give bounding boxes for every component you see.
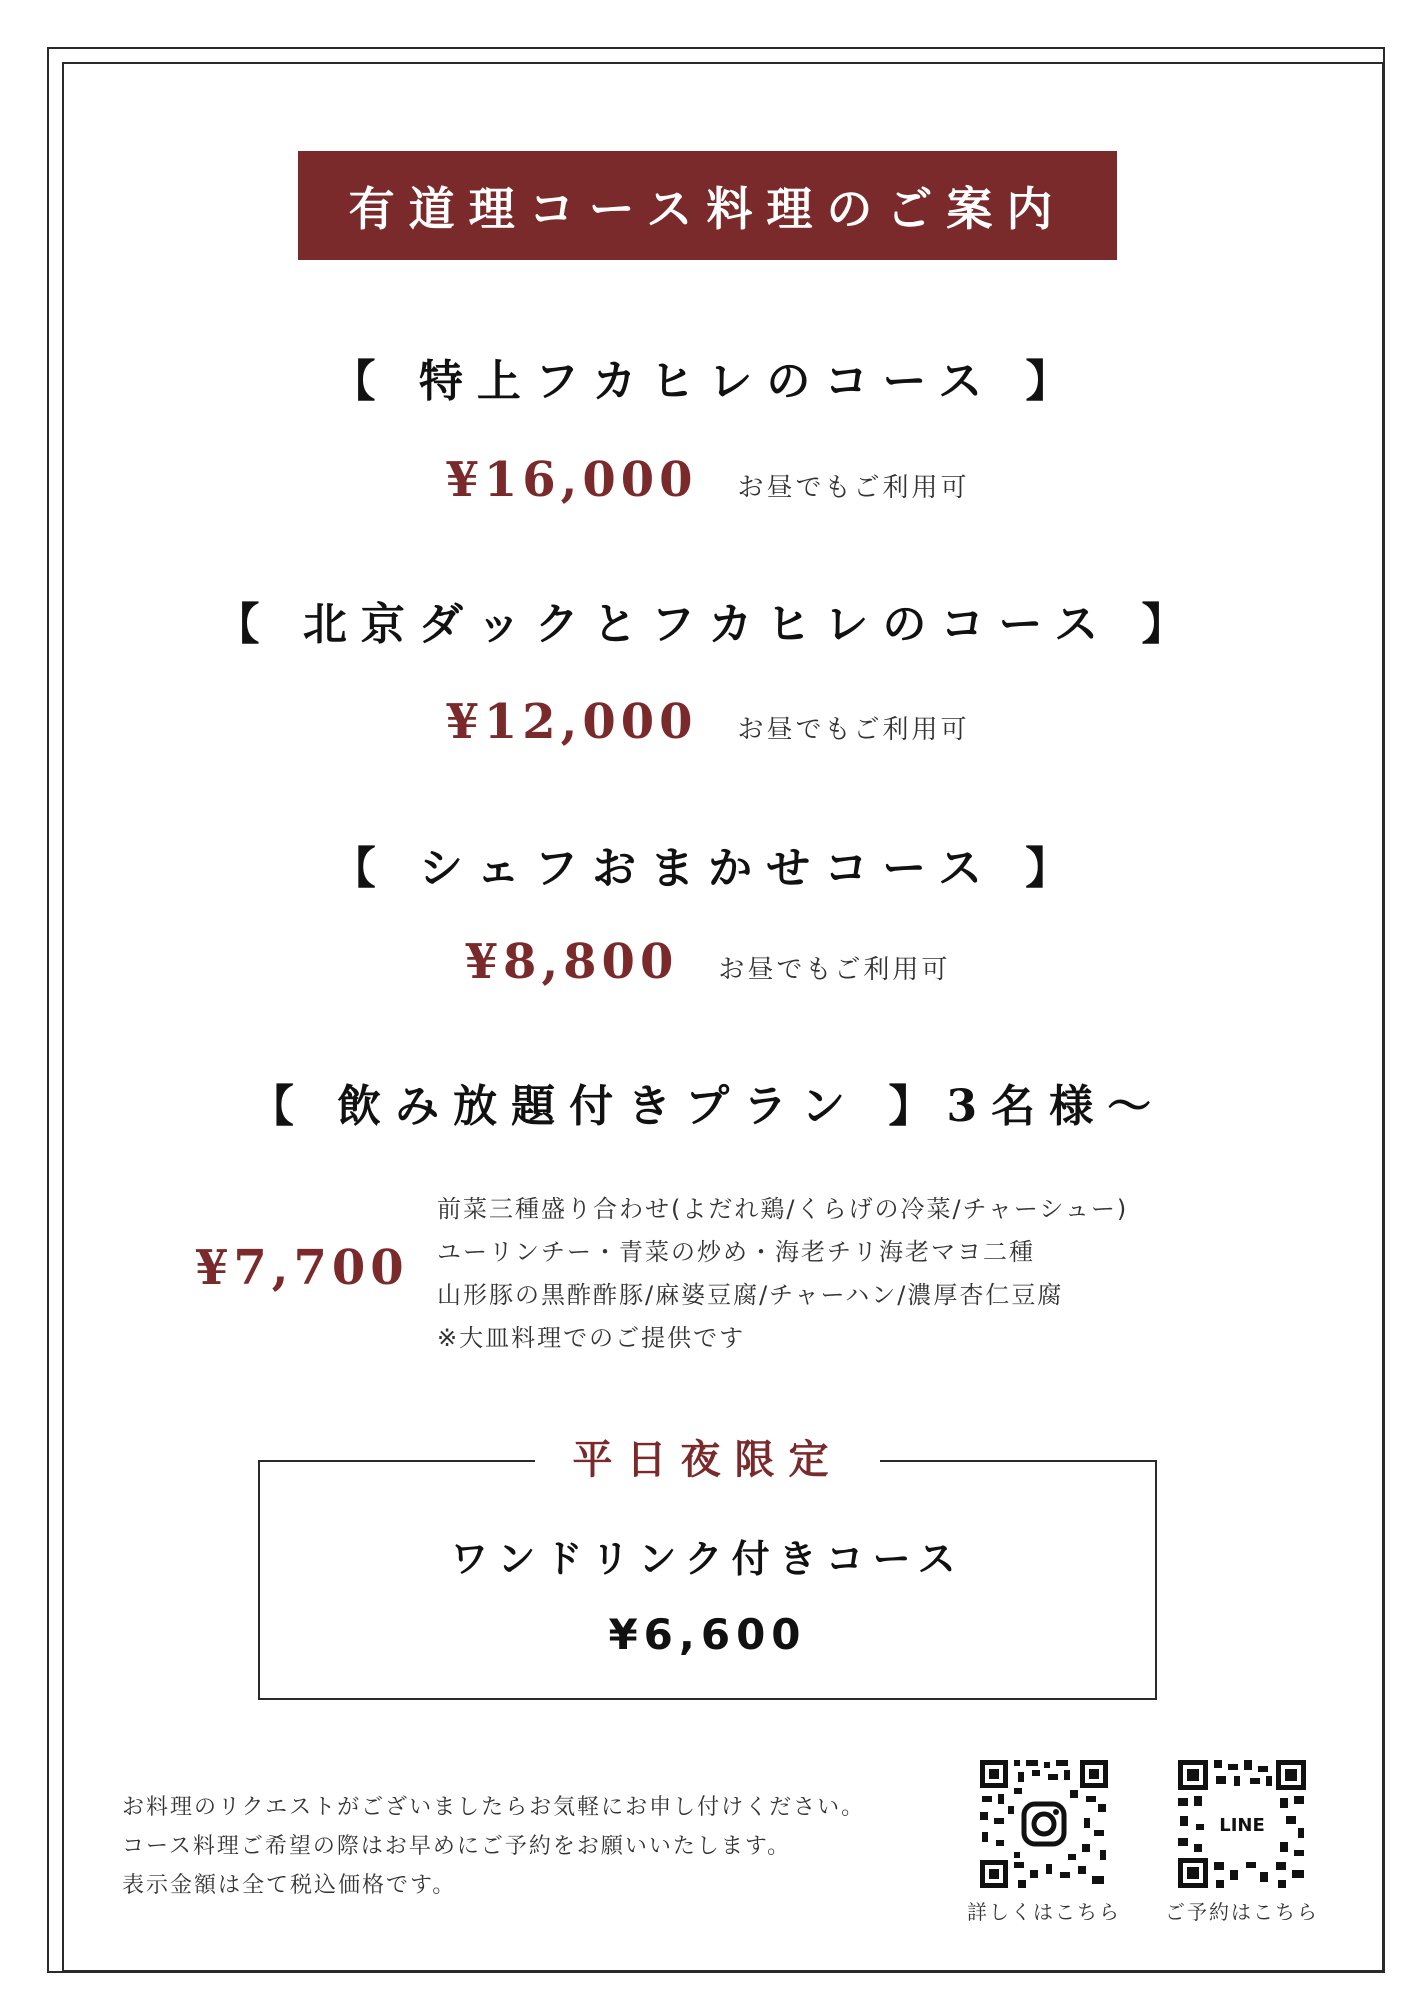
plan-menu-line: 山形豚の黒酢酢豚/麻婆豆腐/チャーハン/濃厚杏仁豆腐 <box>437 1281 1064 1309</box>
course-price-2: ¥12,000 <box>445 694 698 750</box>
course-name-3: 【 シェフおまかせコース 】 <box>331 843 1084 894</box>
course-note-1: お昼でもご利用可 <box>737 473 970 503</box>
course-note-2: お昼でもご利用可 <box>737 715 970 745</box>
line-qr-code[interactable] <box>1176 1758 1308 1890</box>
plan-menu-list <box>437 1188 1128 1360</box>
course-price-row-2 <box>0 694 1415 750</box>
plan-menu-line: ※大皿料理でのご提供です <box>437 1324 746 1352</box>
course-note-3: お昼でもご利用可 <box>718 955 951 985</box>
line-logo-text: LINE <box>1219 1815 1265 1836</box>
footer-note-line: 表示金額は全て税込価格です。 <box>122 1873 457 1898</box>
plan-menu-line: ユーリンチー・青菜の炒め・海老チリ海老マヨ二種 <box>437 1238 1035 1266</box>
weekday-course-price: ¥6,600 <box>608 1610 807 1659</box>
footer-notes <box>122 1788 865 1905</box>
plan-price: ¥7,700 <box>195 1240 409 1296</box>
course-price-row-3 <box>0 934 1415 990</box>
course-price-row-1 <box>0 452 1415 508</box>
course-price-1: ¥16,000 <box>445 452 698 508</box>
weekday-label: 平日夜限定 <box>535 1435 880 1485</box>
page-title: 有道理コース料理のご案内 <box>298 151 1117 260</box>
course-name-2: 【 北京ダックとフカヒレのコース 】 <box>215 599 1200 650</box>
plan-menu-line: 前菜三種盛り合わせ(よだれ鶏/くらげの冷菜/チャーシュー) <box>437 1195 1129 1223</box>
footer-note-line: お料理のリクエストがございましたらお気軽にお申し付けください。 <box>122 1795 866 1820</box>
course-price-3: ¥8,800 <box>464 934 679 990</box>
instagram-qr-caption: 詳しくはこちら <box>967 1900 1121 1924</box>
instagram-qr-code[interactable] <box>978 1758 1110 1890</box>
course-name-1: 【 特上フカヒレのコース 】 <box>331 356 1084 407</box>
line-qr-caption: ご予約はこちら <box>1165 1900 1319 1924</box>
plan-details <box>195 1188 1235 1358</box>
footer-note-line: コース料理ご希望の際はお早めにご予約をお願いいたします。 <box>122 1834 792 1859</box>
weekday-course-name: ワンドリンク付きコース <box>450 1537 965 1581</box>
plan-name: 【 飲み放題付きプラン 】3名様～ <box>249 1081 1166 1132</box>
